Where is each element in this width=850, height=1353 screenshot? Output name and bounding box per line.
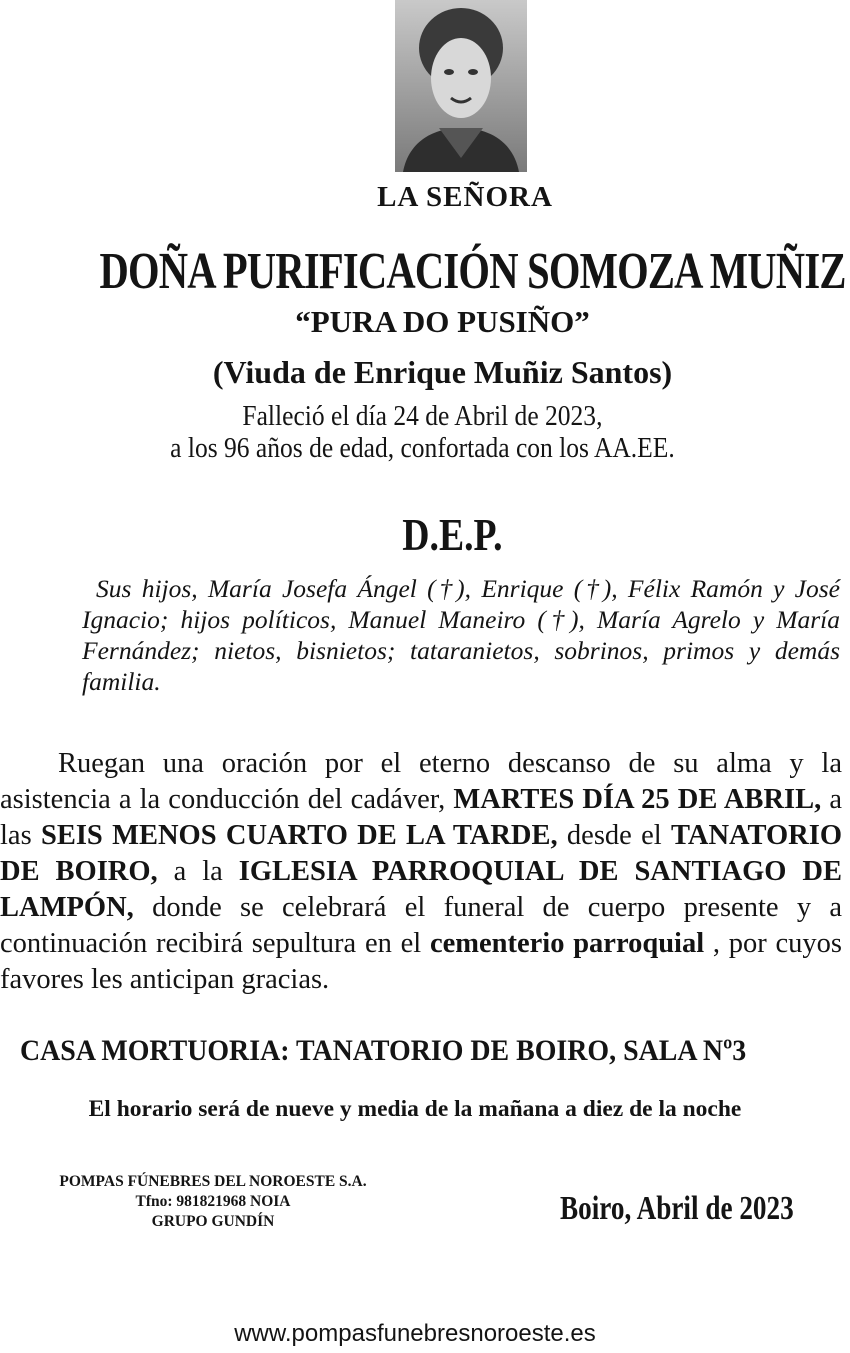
deceased-name: DOÑA PURIFICACIÓN SOMOZA MUÑIZ (99, 243, 846, 300)
family-paragraph (82, 573, 840, 697)
website-link[interactable]: www.pompasfunebresnoroeste.es (234, 1320, 596, 1347)
funeral-company (18, 1172, 408, 1232)
request-text-2: a las (0, 784, 843, 851)
request-text-1: Ruegan una oración por el eterno descanso de su alma y la asistencia a la conducción del cadáver, (0, 748, 842, 815)
request-date: MARTES DÍA 25 DE ABRIL, (453, 784, 822, 815)
request-origin: TANATORIO DE BOIRO, (0, 820, 842, 887)
family-text: Sus hijos, María Josefa Ángel (†), Enrique (†), Félix Ramón y José Ignacio; hijos políticos, Manuel Maneiro (†), María Agrelo y María Fernández; nietos, bisnietos; tataranietos, sobrinos, primos y demás familia. (82, 574, 840, 696)
death-line-2: a los 96 años de edad, confortada con los AA.EE. (170, 432, 675, 465)
death-line-1: Falleció el día 24 de Abril de 2023, (242, 400, 603, 432)
funeral-request (0, 746, 842, 998)
request-time: SEIS MENOS CUARTO DE LA TARDE, (40, 820, 558, 851)
place-date: Boiro, Abril de 2023 (560, 1190, 794, 1227)
visiting-hours: El horario será de nueve y media de la mañana a diez de la noche (88, 1096, 742, 1122)
company-group: GRUPO GUNDÍN (151, 1213, 275, 1230)
request-text-5: donde se celebrará el funeral de cuerpo presente y a continuación recibirá sepultura en el (0, 892, 842, 959)
widow-of: (Viuda de Enrique Muñiz Santos) (212, 354, 673, 390)
dep-abbreviation: D.E.P. (402, 509, 503, 560)
request-cemetery: cementerio parroquial (429, 928, 705, 959)
request-text-4: a la (157, 856, 239, 887)
deceased-photo (395, 0, 527, 172)
portrait-image (395, 0, 527, 172)
request-text-6: , por cuyos favores les anticipan gracias. (0, 928, 843, 995)
nickname: “PURA DO PUSIÑO” (295, 304, 590, 339)
request-text-3: desde el (557, 820, 671, 851)
mortuary-location: CASA MORTUORIA: TANATORIO DE BOIRO, SALA Nº3 (20, 1034, 747, 1067)
death-notice (51, 400, 795, 465)
request-church: IGLESIA PARROQUIAL DE SANTIAGO DE LAMPÓN, (0, 856, 843, 923)
company-name: POMPAS FÚNEBRES DEL NOROESTE S.A. (59, 1173, 367, 1190)
company-phone: Tfno: 981821968 NOIA (135, 1193, 291, 1210)
honorific: LA SEÑORA (377, 181, 553, 213)
